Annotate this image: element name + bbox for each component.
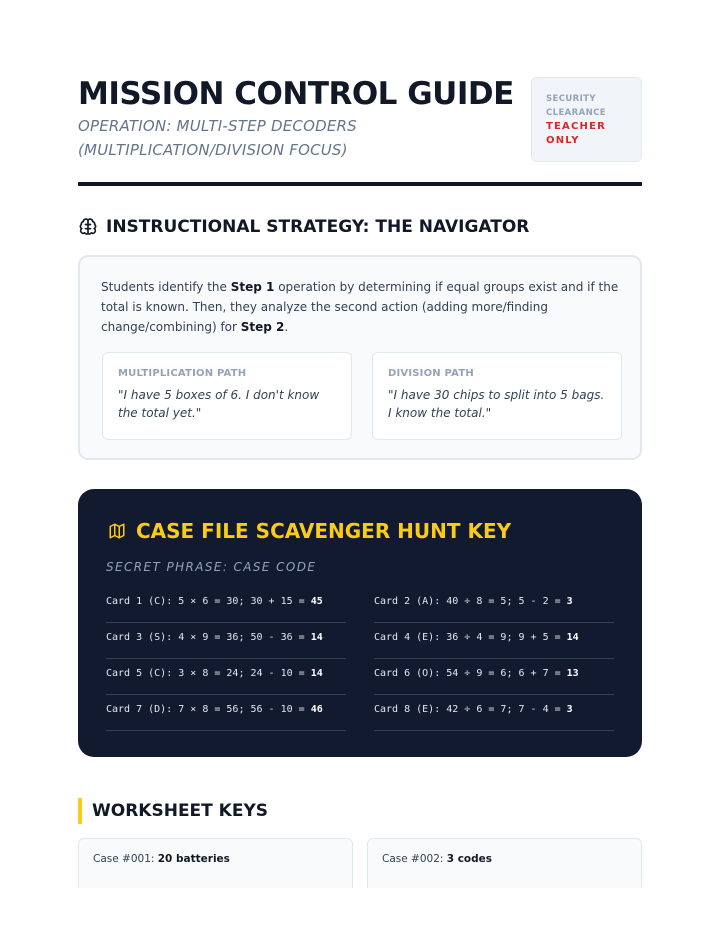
badge-label: SECURITY CLEARANCE	[546, 94, 606, 118]
card-answer: 14	[310, 632, 323, 643]
worksheet-key-card: Case #002: 3 codes	[367, 838, 642, 898]
security-badge	[531, 77, 642, 162]
secret-phrase: SECRET PHRASE: CASE CODE	[106, 560, 317, 574]
case-file-title: CASE FILE SCAVENGER HUNT KEY	[136, 519, 512, 543]
card-answer: 3	[566, 596, 573, 607]
path-quote: "I have 30 chips to split into 5 bags. I know the total."	[388, 388, 605, 420]
card-answer: 45	[310, 596, 323, 607]
case-file-heading	[108, 519, 511, 543]
division-path-card	[372, 352, 622, 440]
worksheet-key-card: Case #001: 20 batteries	[78, 838, 353, 898]
card-answer: 13	[566, 668, 579, 679]
path-title: MULTIPLICATION PATH	[118, 368, 247, 379]
strategy-heading	[78, 214, 529, 240]
card-answer: 14	[566, 632, 579, 643]
case-file-panel	[78, 489, 642, 757]
worksheet-title: WORKSHEET KEYS	[92, 801, 269, 821]
strategy-description: Students identify the Step 1 operation by determining if equal groups exist and if the total is known. Then, they analyze the second action (adding more/finding change/combining) for Step 2.	[101, 280, 619, 334]
strategy-title: INSTRUCTIONAL STRATEGY: THE NAVIGATOR	[106, 217, 530, 237]
page-header	[78, 72, 642, 186]
case-card-row: Card 6 (O): 54 ÷ 9 = 6; 6 + 7 = 13	[374, 659, 614, 695]
step1-label: Step 1	[230, 280, 275, 294]
page-bottom-cutoff	[0, 888, 720, 932]
case-card-row: Card 8 (E): 42 ÷ 6 = 7; 7 - 4 = 3	[374, 695, 614, 731]
path-quote: "I have 5 boxes of 6. I don't know the total yet."	[118, 388, 320, 420]
key-value: 3 codes	[446, 853, 493, 865]
card-answer: 46	[310, 704, 323, 715]
badge-value: TEACHER ONLY	[546, 121, 607, 146]
key-value: 20 batteries	[157, 853, 230, 865]
multiplication-path-card	[102, 352, 352, 440]
map-icon	[108, 522, 126, 540]
case-card-row: Card 7 (D): 7 × 8 = 56; 56 - 10 = 46	[106, 695, 346, 731]
page-title: MISSION CONTROL GUIDE	[78, 76, 514, 112]
step2-label: Step 2	[240, 320, 285, 334]
page-subtitle	[78, 114, 498, 162]
card-answer: 14	[310, 668, 323, 679]
case-card-row: Card 2 (A): 40 ÷ 8 = 5; 5 - 2 = 3	[374, 587, 614, 623]
case-card-row: Card 5 (C): 3 × 8 = 24; 24 - 10 = 14	[106, 659, 346, 695]
case-card-row: Card 4 (E): 36 ÷ 4 = 9; 9 + 5 = 14	[374, 623, 614, 659]
card-answer: 3	[566, 704, 573, 715]
brain-icon	[78, 217, 98, 237]
strategy-panel	[78, 255, 642, 460]
case-card-row: Card 1 (C): 5 × 6 = 30; 30 + 15 = 45	[106, 587, 346, 623]
subtitle-line-1: OPERATION: MULTI-STEP DECODERS	[78, 117, 357, 135]
worksheet-heading	[78, 798, 268, 824]
subtitle-line-2: (MULTIPLICATION/DIVISION FOCUS)	[78, 141, 348, 159]
case-card-row: Card 3 (S): 4 × 9 = 36; 50 - 36 = 14	[106, 623, 346, 659]
path-title: DIVISION PATH	[388, 368, 474, 379]
